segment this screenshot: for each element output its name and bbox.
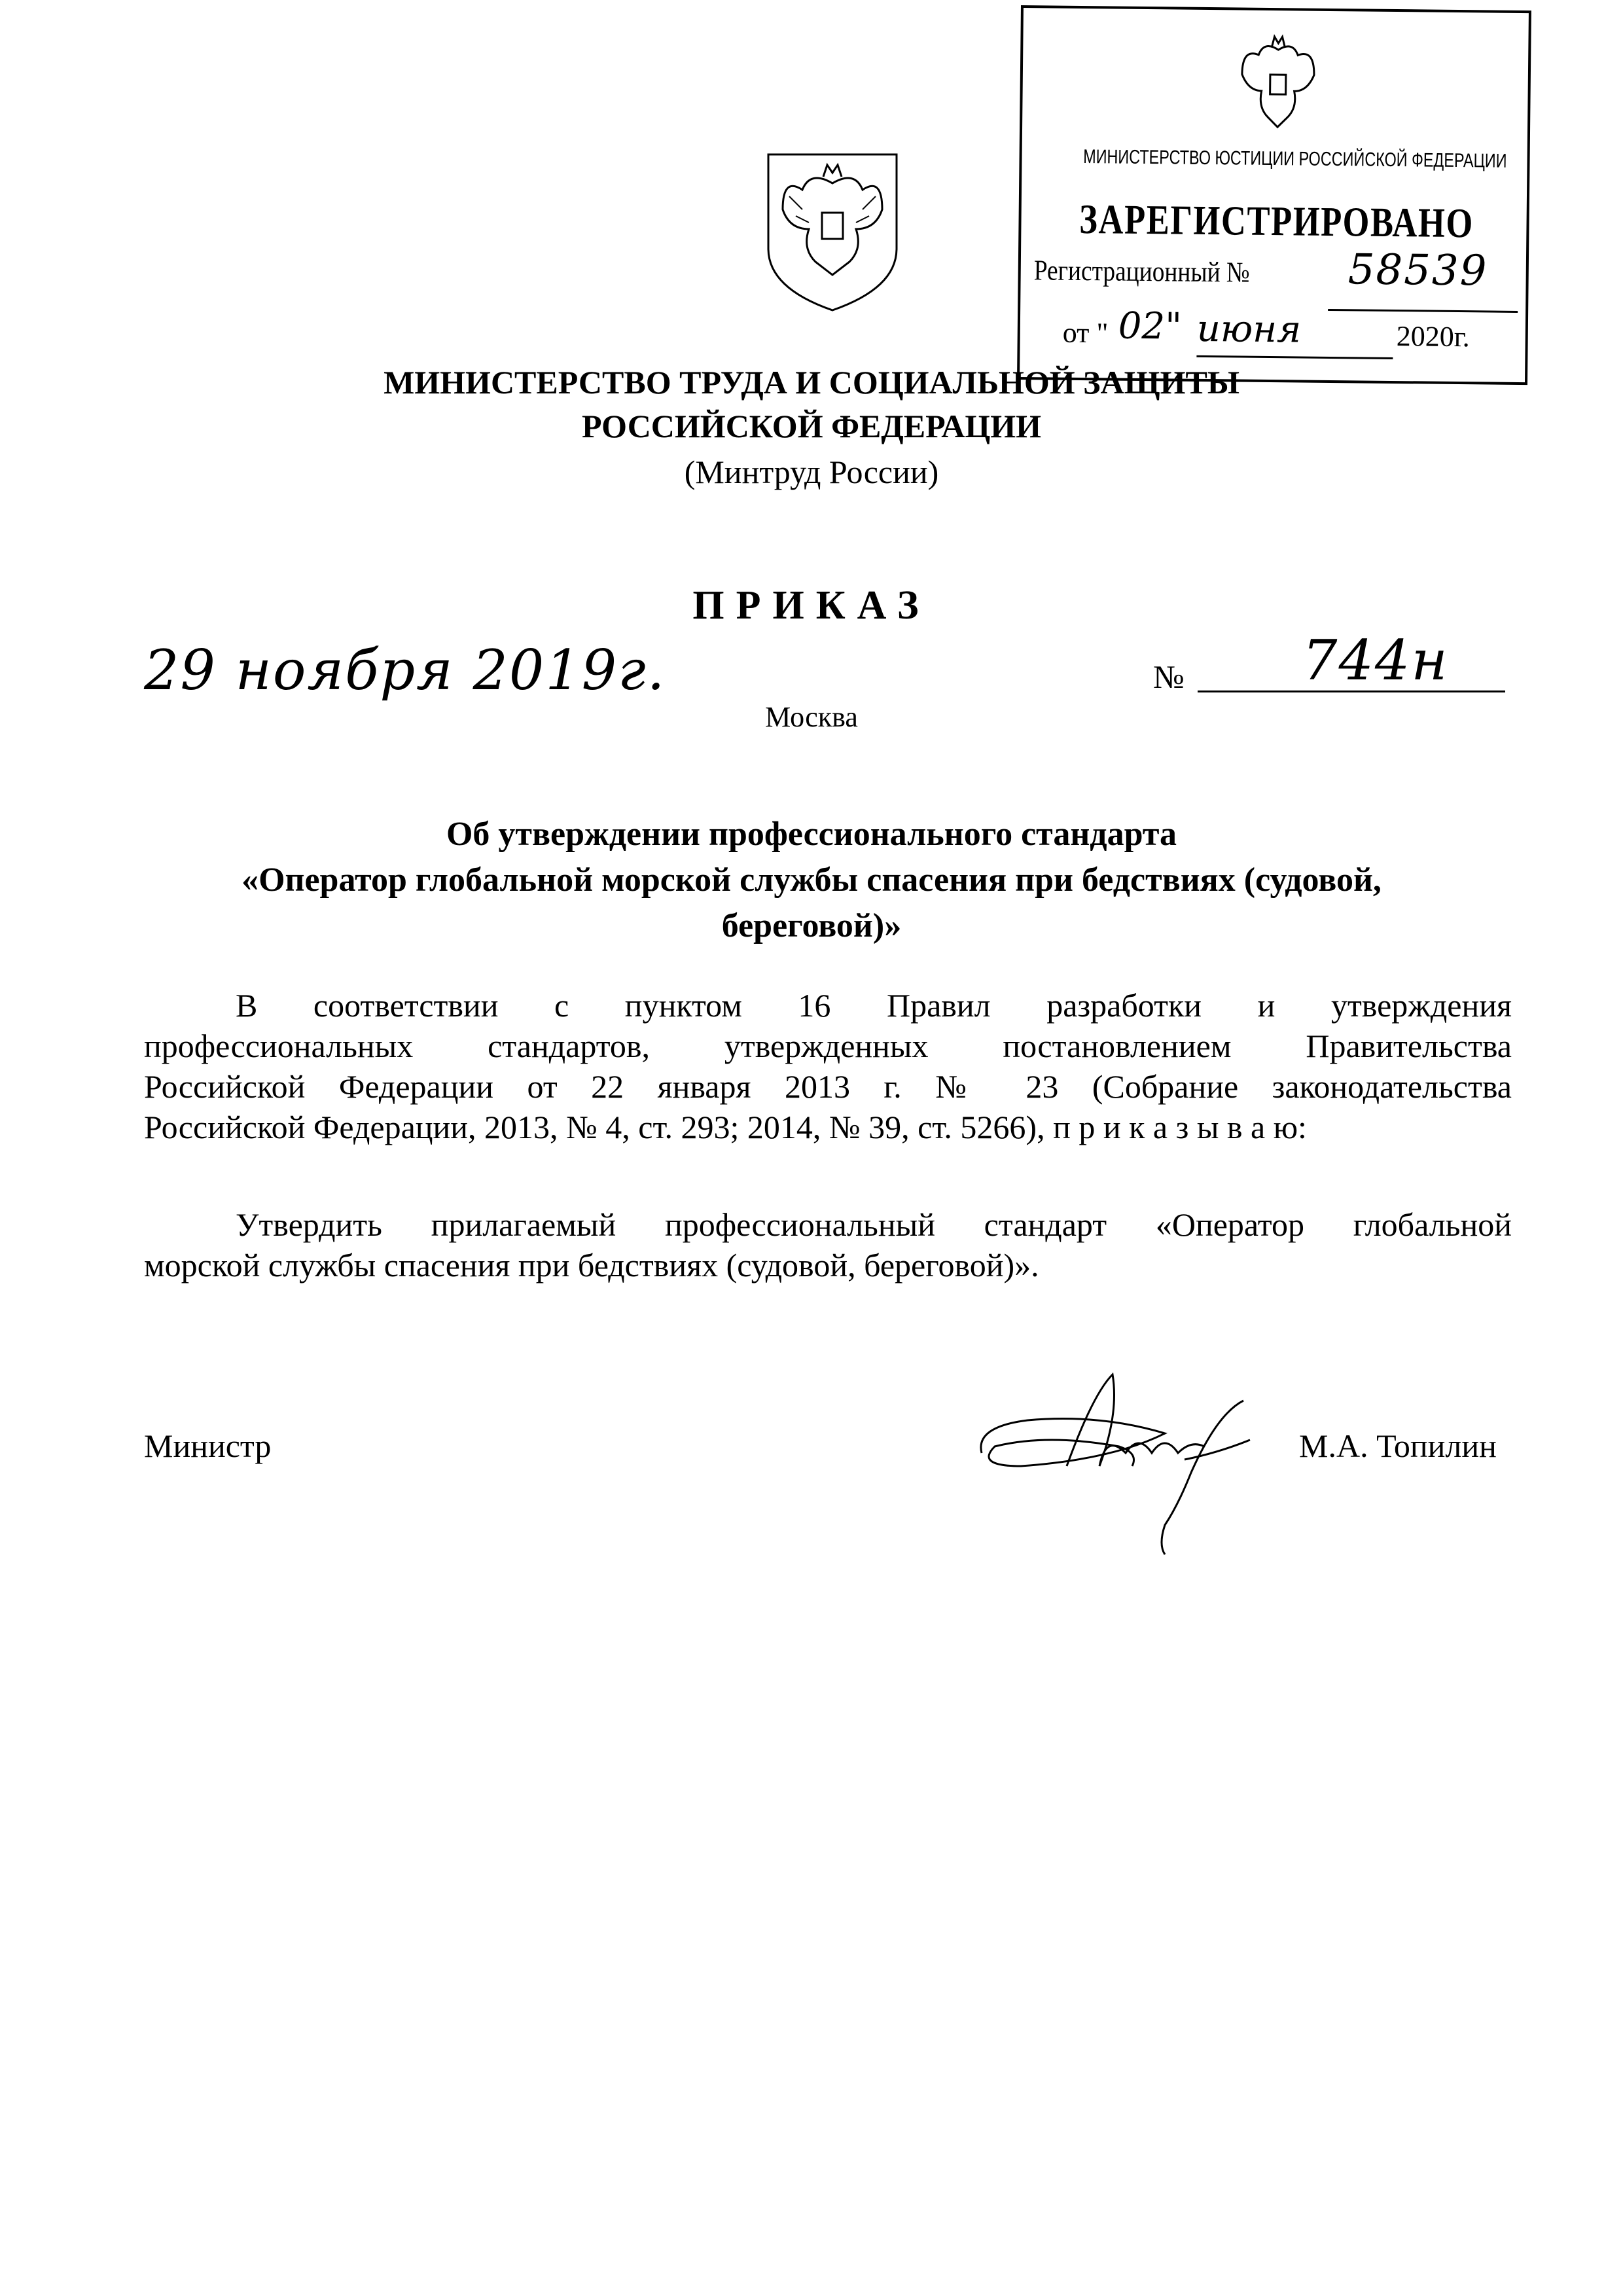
paragraph-line: Российской Федерации от 22 января 2013 г. № 23 (Собрание законодательства (144, 1068, 1512, 1105)
stamp-date-day: 02" (1118, 304, 1183, 348)
paragraph-line: Российской Федерации, 2013, № 4, ст. 293; 2014, № 39, ст. 5266), п р и к а з ы в а ю: (144, 1109, 1307, 1145)
order-date: 29 ноября 2019г. (144, 638, 666, 702)
stamp-date-prefix: от " (1062, 316, 1109, 350)
stamp-reg-number: 58539 (1347, 245, 1488, 296)
stamp-ministry-name: МИНИСТЕРСТВО ЮСТИЦИИ РОССИЙСКОЙ ФЕДЕРАЦИИ (1083, 146, 1507, 172)
order-number: 744н (1302, 628, 1449, 692)
subject-line: береговой)» (721, 907, 902, 944)
signatory-name: М.А. Топилин (1299, 1427, 1497, 1464)
paragraph-line: Утвердить прилагаемый профессиональный стандарт «Оператор глобальной (236, 1206, 1512, 1243)
ministry-name-line1: МИНИСТЕРСТВО ТРУДА И СОЦИАЛЬНОЙ ЗАЩИТЫ (383, 364, 1240, 401)
registration-stamp (1017, 5, 1531, 385)
signatory-title: Министр (144, 1427, 272, 1464)
paragraph-line: профессиональных стандартов, утвержденных постановлением Правительства (144, 1028, 1512, 1064)
paragraph-line: В соответствии с пунктом 16 Правил разработки и утверждения (236, 987, 1512, 1024)
handwritten-signature-icon (969, 1368, 1270, 1558)
ministry-short-name: (Минтруд России) (684, 454, 939, 490)
coat-of-arms-icon (763, 151, 902, 314)
stamp-coat-of-arms-icon (1232, 28, 1325, 140)
subject-line: «Оператор глобальной морской службы спасения при бедствиях (судовой, (241, 861, 1382, 899)
stamp-reg-underline (1328, 309, 1518, 313)
paragraph-line: морской службы спасения при бедствиях (судовой, береговой)». (144, 1247, 1039, 1283)
stamp-date-year: 2020г. (1396, 320, 1471, 353)
stamp-date-month: июня (1196, 307, 1302, 351)
stamp-reg-label: Регистрационный № (1033, 254, 1250, 289)
document-type: ПРИКАЗ (692, 583, 931, 628)
stamp-date-underline (1196, 355, 1393, 359)
order-city: Москва (765, 701, 858, 733)
ministry-name-line2: РОССИЙСКОЙ ФЕДЕРАЦИИ (581, 408, 1042, 444)
stamp-status: ЗАРЕГИСТРИРОВАНО (1079, 195, 1474, 247)
subject-line: Об утверждении профессионального стандарта (446, 816, 1177, 853)
order-number-label: № (1153, 658, 1185, 695)
